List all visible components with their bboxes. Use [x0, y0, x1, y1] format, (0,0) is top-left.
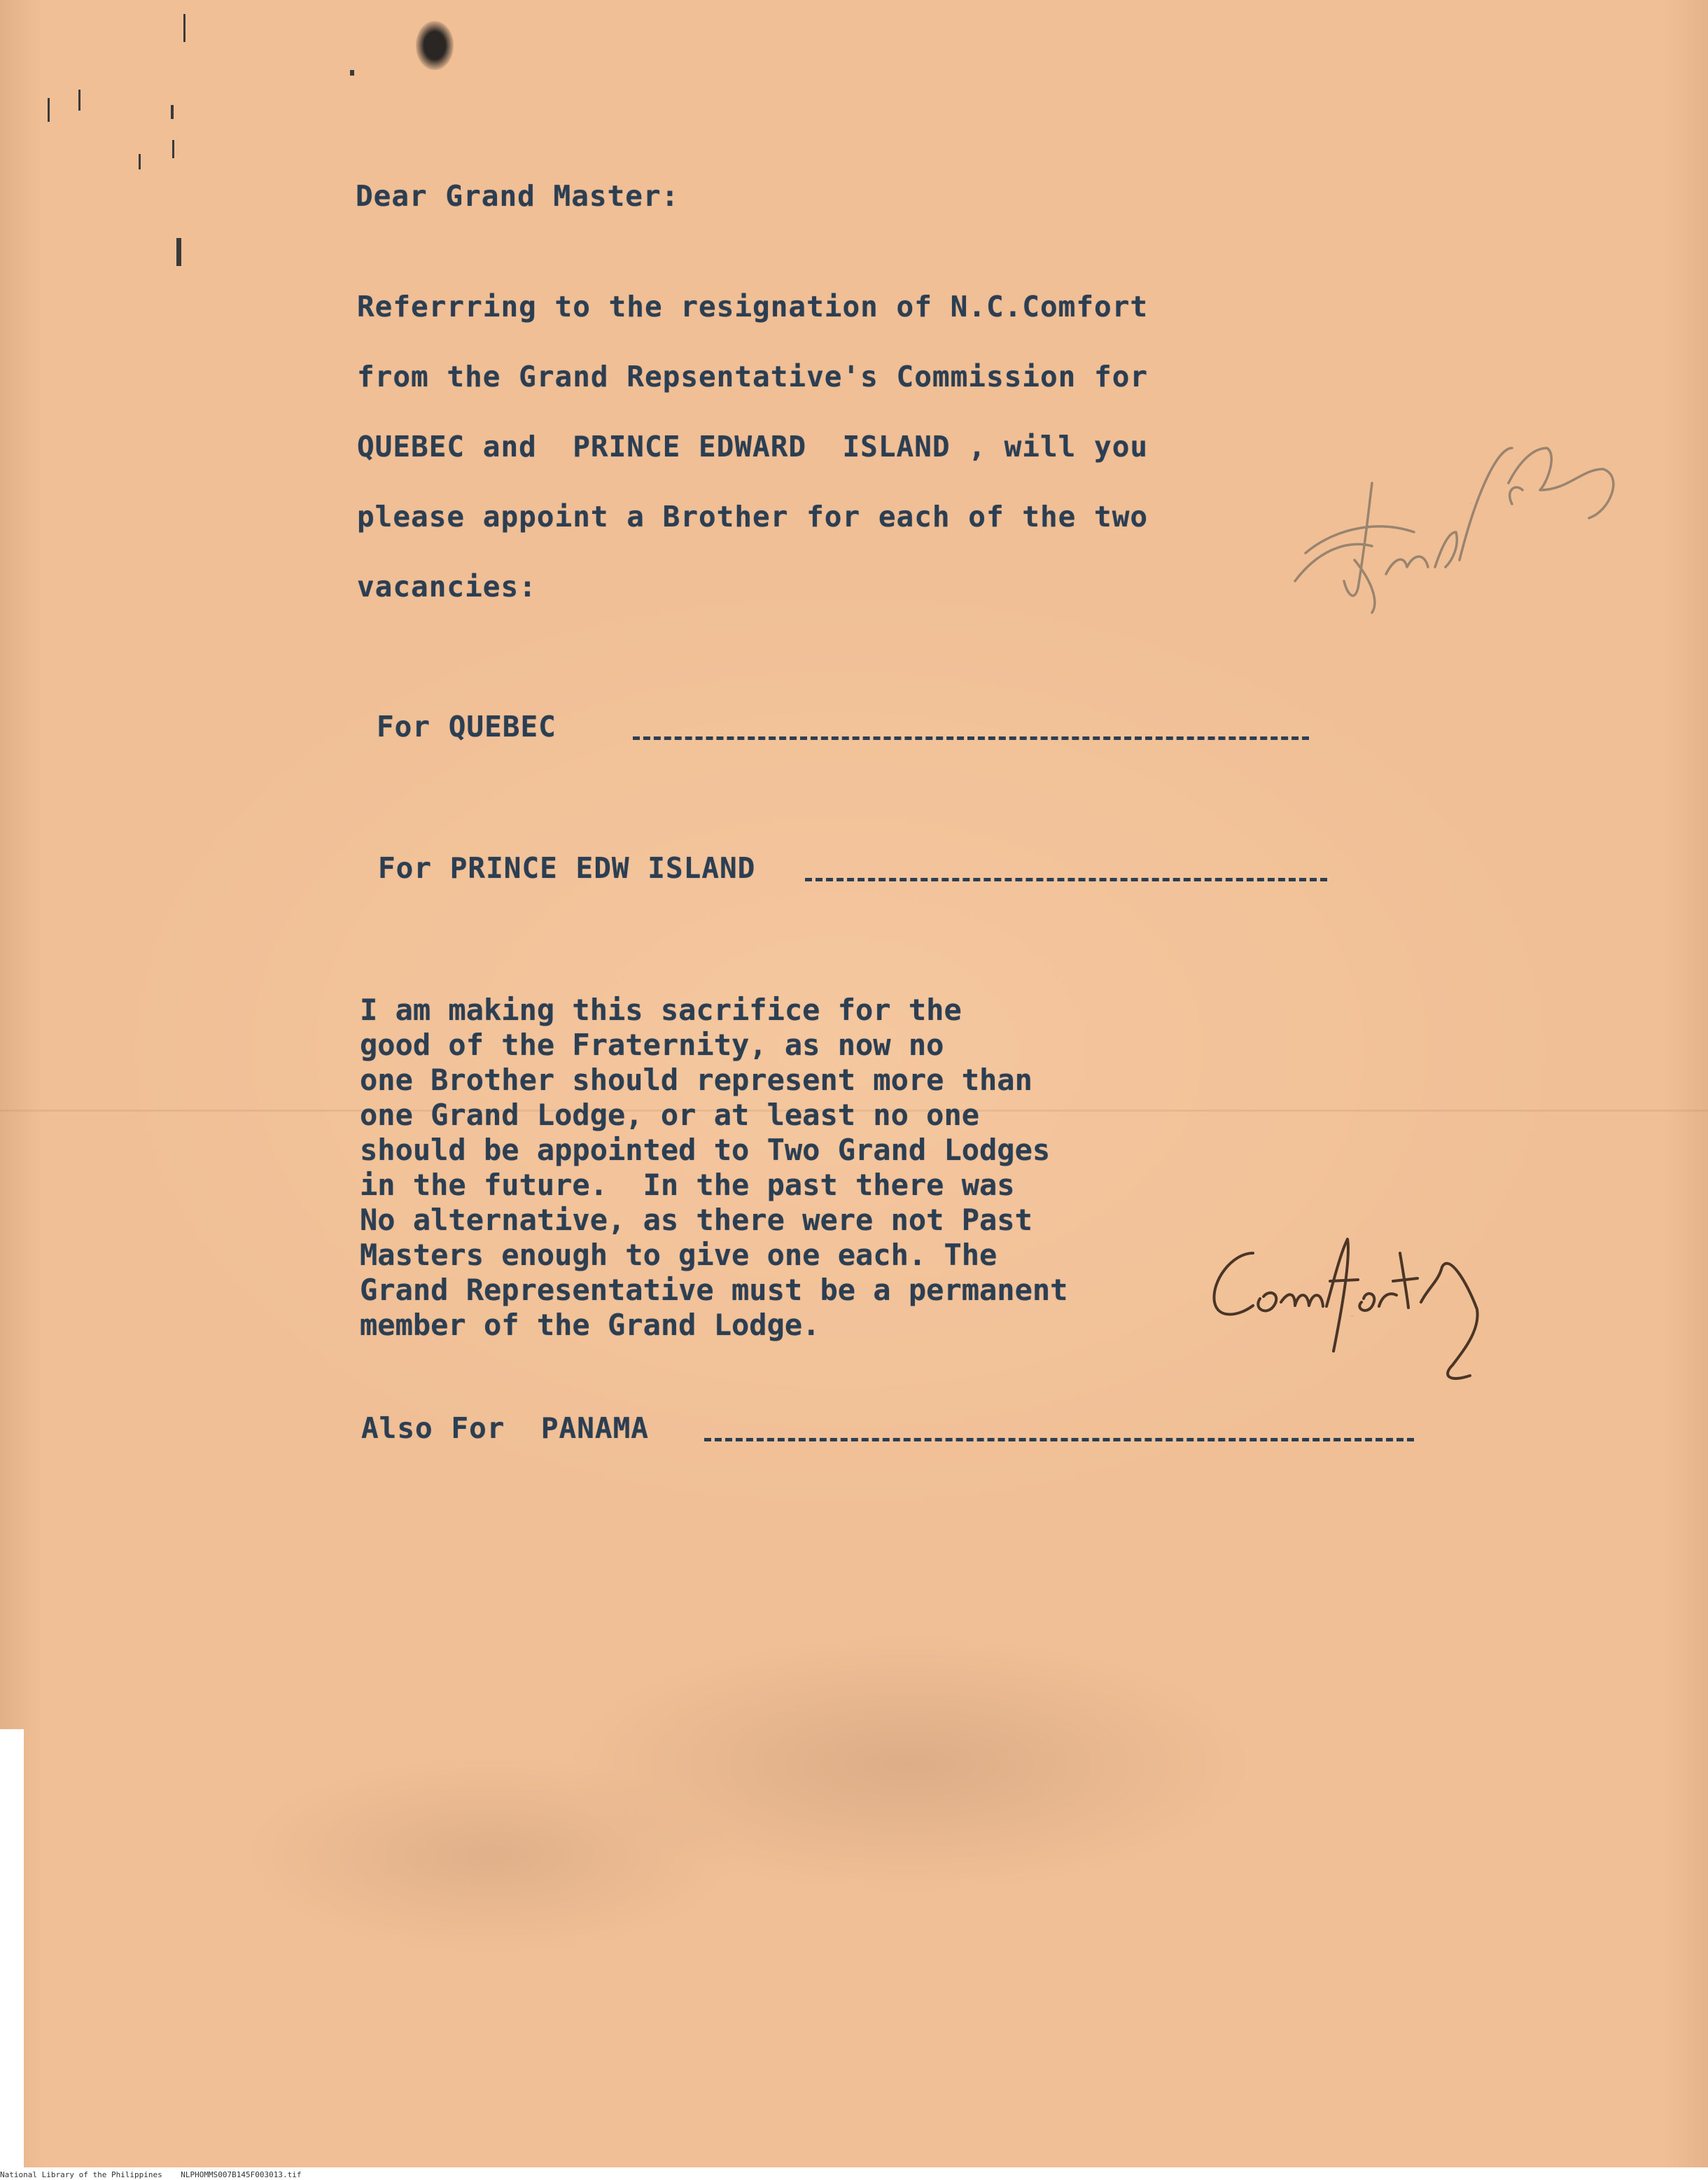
signature-text: Comfort — [1351, 1316, 1354, 1317]
archive-file-id: NLPHOMMS007B145F003013.tif — [181, 2170, 302, 2179]
intro-line-2: from the Grand Repsentative's Commission for — [357, 360, 1149, 393]
archive-footer — [0, 2170, 301, 2179]
body-line: good of the Fraternity, as now no — [360, 1028, 944, 1062]
intro-line-4: please appoint a Brother for each of the two — [357, 500, 1149, 533]
salutation: Dear Grand Master: — [356, 179, 680, 213]
torn-edge — [0, 1729, 24, 2170]
pei-label: For PRINCE EDW ISLAND — [378, 851, 756, 885]
body-line: No alternative, as there were not Past — [360, 1203, 1032, 1237]
archive-label: National Library of the Philippines — [0, 2170, 162, 2179]
body-line: member of the Grand Lodge. — [360, 1308, 820, 1342]
intro-line-1: Referrring to the resignation of N.C.Comfort — [357, 290, 1149, 323]
body-line: in the future. In the past there was — [360, 1168, 1015, 1202]
intro-line-5: vacancies: — [357, 570, 537, 603]
body-line: one Grand Lodge, or at least no one — [360, 1098, 980, 1132]
pencil-note-text: Frank — [1470, 504, 1473, 505]
body-line: I am making this sacrifice for the — [360, 993, 962, 1027]
body-line: Masters enough to give one each. The — [360, 1238, 997, 1272]
panama-label: Also For PANAMA — [361, 1411, 649, 1445]
body-line: Grand Representative must be a permanent — [360, 1273, 1068, 1307]
quebec-label: For QUEBEC — [377, 710, 556, 743]
body-line: should be appointed to Two Grand Lodges — [360, 1133, 1051, 1167]
intro-line-3: QUEBEC and PRINCE EDWARD ISLAND , will you — [357, 430, 1149, 463]
body-line: one Brother should represent more than — [360, 1063, 1032, 1097]
